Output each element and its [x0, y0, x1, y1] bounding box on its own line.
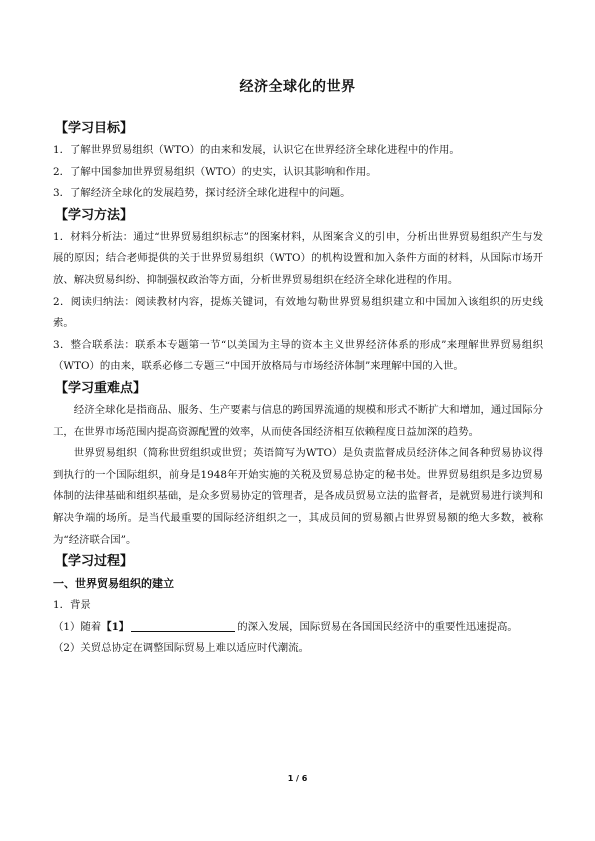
method-item-1: 1．材料分析法：通过“世界贸易组织标志”的图案材料，从图案含义的引申，分析出世界贸易组织产生与发展的原因；结合老师提供的关于世界贸易组织（WTO）的机构设置和加入条件方面的材料，从国际市场开放、解决贸易纠纷、抑制强权政治等方面，分析世界贸易组织在经济全球化进程的作用。 [53, 230, 543, 286]
keypoint-paragraph-2: 世界贸易组织（简称世贸组织或世贸；英语简写为WTO）是负责监督成员经济体之间各种贸易协议得到执行的一个国际组织，前身是1948年开始实施的关税及贸易总协定的秘书处。世界贸易组织是多边贸易体制的法律基础和组织基础，是众多贸易协定的管理者，是各成员贸易立法的监督者，是就贸易进行谈判和解决争端的场所。是当代最重要的国际经济组织之一，其成员间的贸易额占世界贸易额的绝大多数，被称为“经济联合国”。 [53, 447, 543, 546]
goals-heading: 【学习目标】 [55, 121, 134, 136]
keypoint-paragraph-1: 经济全球化是指商品、服务、生产要素与信息的跨国界流通的规模和形式不断扩大和增加，通过国际分工，在世界市场范围内提高资源配置的效率，从而使各国经济相互依赖程度日益加深的趋势。 [53, 403, 543, 438]
question-1-marker: 【1】 [101, 620, 130, 633]
document-title: 经济全球化的世界 [239, 79, 356, 95]
question-1-suffix: 的深入发展，国际贸易在各国国民经济中的重要性迅速提高。 [237, 620, 518, 633]
method-item-3: 3．整合联系法：联系本专题第一节“以美国为主导的资本主义世界经济体系的形成”来理解世界贸易组织（WTO）的由来，联系必修二专题三“中国开放格局与市场经济体制”来理解中国的入世。 [53, 338, 543, 373]
process-subheading: 一、世界贸易组织的建立 [53, 577, 174, 591]
answer-blank[interactable] [131, 619, 235, 632]
keypoints-heading: 【学习重难点】 [55, 380, 147, 396]
question-1 [53, 617, 543, 639]
method-item-2: 2．阅读归纳法：阅读教材内容，提炼关键词，有效地勾勒世界贸易组织建立和中国加入该组织的历史线索。 [53, 295, 543, 330]
goal-item: 1．了解世界贸易组织（WTO）的由来和发展，认识它在世界经济全球化进程中的作用。 [53, 144, 460, 156]
process-heading: 【学习过程】 [55, 554, 134, 570]
goal-item: 2．了解中国参加世界贸易组织（WTO）的史实，认识其影响和作用。 [53, 165, 377, 178]
background-label: 1．背景 [53, 599, 91, 612]
methods-heading: 【学习方法】 [55, 207, 134, 223]
goal-item: 3．了解经济全球化的发展趋势，探讨经济全球化进程中的问题。 [53, 187, 351, 200]
question-1-prefix: （1）随着 [53, 620, 102, 633]
document-body [53, 118, 543, 660]
page-number: 1 / 6 [287, 774, 308, 783]
question-2: （2）关贸总协定在调整国际贸易上难以适应时代潮流。 [53, 642, 309, 655]
